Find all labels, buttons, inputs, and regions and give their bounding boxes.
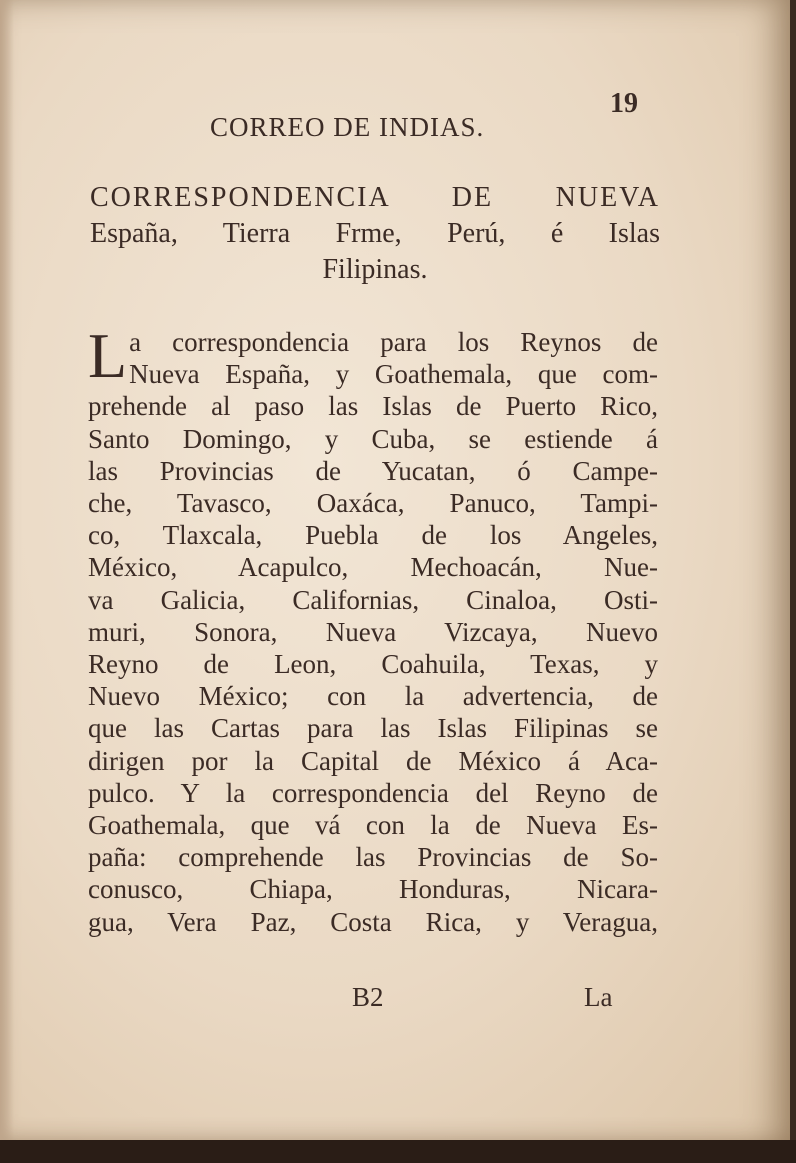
signature-mark: B2 [352,982,384,1012]
page-spine-shadow [0,0,14,1150]
body-line: che, Tavasco, Oaxáca, Panuco, Tampi- [88,488,658,519]
running-head: CORREO DE INDIAS. [210,112,485,142]
heading-line-1: CORRESPONDENCIA DE NUEVA [90,182,660,213]
section-heading [90,180,660,288]
bottom-edge-shadow [0,1140,796,1163]
heading-line-2: España, Tierra Frme, Perú, é Islas [90,218,660,249]
body-line: va Galicia, Californias, Cinaloa, Osti- [88,584,658,615]
body-line: Reyno de Leon, Coahuila, Texas, y [88,649,658,680]
body-line: conusco, Chiapa, Honduras, Nicara- [88,874,658,905]
body-line: co, Tlaxcala, Puebla de los Angeles, [88,520,658,551]
body-line: Goathemala, que vá con la de Nueva Es- [88,810,658,841]
body-line: a correspondencia para los Reynos de [129,327,658,357]
body-line: muri, Sonora, Nueva Vizcaya, Nuevo [88,616,658,647]
body-line: Nuevo México; con la advertencia, de [88,681,658,712]
body-line: las Provincias de Yucatan, ó Campe- [88,455,658,486]
body-line: que las Cartas para las Islas Filipinas se [88,713,658,744]
body-line: gua, Vera Paz, Costa Rica, y Veragua, [88,906,658,937]
catchword: La [584,982,613,1012]
body-line: México, Acapulco, Mechoacán, Nue- [88,552,658,583]
drop-cap: L [88,320,128,391]
heading-line-3: Filipinas. [322,254,428,285]
body-line: dirigen por la Capital de México á Aca- [88,745,658,776]
body-line: Nueva España, y Goathemala, que com- [129,359,658,390]
body-paragraph [88,320,658,938]
body-line: pulco. Y la correspondencia del Reyno de [88,777,658,808]
body-line: Santo Domingo, y Cuba, se estiende á [88,423,658,454]
page-number: 19 [610,88,638,119]
body-line: prehende al paso las Islas de Puerto Rico, [88,391,658,422]
body-line: paña: comprehende las Provincias de So- [88,842,658,873]
